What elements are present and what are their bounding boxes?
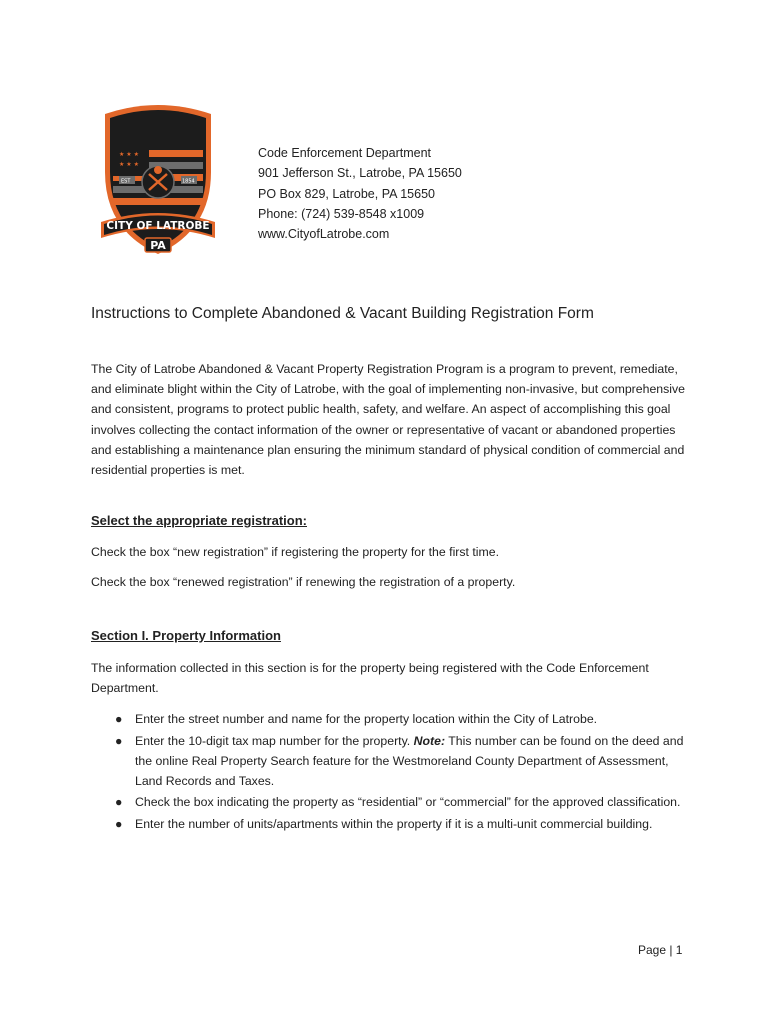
contact-block <box>258 143 462 244</box>
contact-po-box: PO Box 829, Latrobe, PA 15650 <box>258 186 435 201</box>
bullet-text: Enter the street number and name for the property location within the City of Latrobe. <box>135 712 598 726</box>
new-registration-instruction: Check the box “new registration” if registering the property for the first time. <box>91 545 500 559</box>
note-label: Note: <box>413 733 446 748</box>
city-of-latrobe-logo <box>99 102 217 258</box>
logo-est-right: 1854 <box>182 178 195 185</box>
document-title: Instructions to Complete Abandoned & Vacant Building Registration Form <box>91 305 594 322</box>
bullet-text: Enter the 10-digit tax map number for the property. <box>135 733 414 748</box>
section-1-intro: The information collected in this section is for the property being registered with the Code Enforcement Department. <box>91 661 649 696</box>
bullet-text: Check the box indicating the property as “residential” or “commercial” for the approved classification. <box>135 795 681 809</box>
logo-city-name: CITY OF LATROBE <box>106 220 210 232</box>
bullet-icon: ● <box>115 795 123 809</box>
bullet-icon: ● <box>115 733 123 748</box>
svg-text:★ ★ ★: ★ ★ ★ <box>119 151 139 158</box>
contact-department: Code Enforcement Department <box>258 146 432 160</box>
section-1-heading: Section I. Property Information <box>91 628 281 643</box>
contact-street-address: 901 Jefferson St., Latrobe, PA 15650 <box>258 166 462 181</box>
list-item <box>91 792 691 812</box>
list-item <box>91 709 691 729</box>
bullet-text: This number can be found on the deed and the online Real Property Search feature for the Westmoreland County Department of Assessment, Land Records and Taxes. <box>135 733 684 788</box>
svg-text:★ ★ ★: ★ ★ ★ <box>119 161 139 168</box>
bullet-icon: ● <box>115 816 123 831</box>
contact-phone: Phone: (724) 539-8548 x1009 <box>258 206 425 221</box>
section-1-bullet-list <box>91 709 691 835</box>
list-item <box>91 731 691 791</box>
bullet-text: Enter the number of units/apartments within the property if it is a multi-unit commercial building. <box>135 816 653 831</box>
renewed-registration-instruction: Check the box “renewed registration” if renewing the registration of a property. <box>91 575 516 589</box>
list-item <box>91 814 691 834</box>
page-number: Page | 1 <box>638 943 683 957</box>
select-registration-heading: Select the appropriate registration: <box>91 513 307 528</box>
logo-est-left: EST <box>121 178 131 185</box>
intro-paragraph: The City of Latrobe Abandoned & Vacant Property Registration Program is a program to prevent, remediate, and eliminate blight within the City of Latrobe, with the goal of implementing non-invasive, but comprehensive and consistent, programs to protect public health, safety, and welfare. An aspect of accomplishing this goal involves collecting the contact information of the owner or representative of vacant or abandoned properties and establishing a maintenance plan ensuring the minimum standard of physical condition of commercial and residential properties is met. <box>91 362 685 478</box>
logo-state: PA <box>150 239 166 252</box>
contact-website: www.CityofLatrobe.com <box>258 227 390 242</box>
bullet-icon: ● <box>115 712 123 726</box>
